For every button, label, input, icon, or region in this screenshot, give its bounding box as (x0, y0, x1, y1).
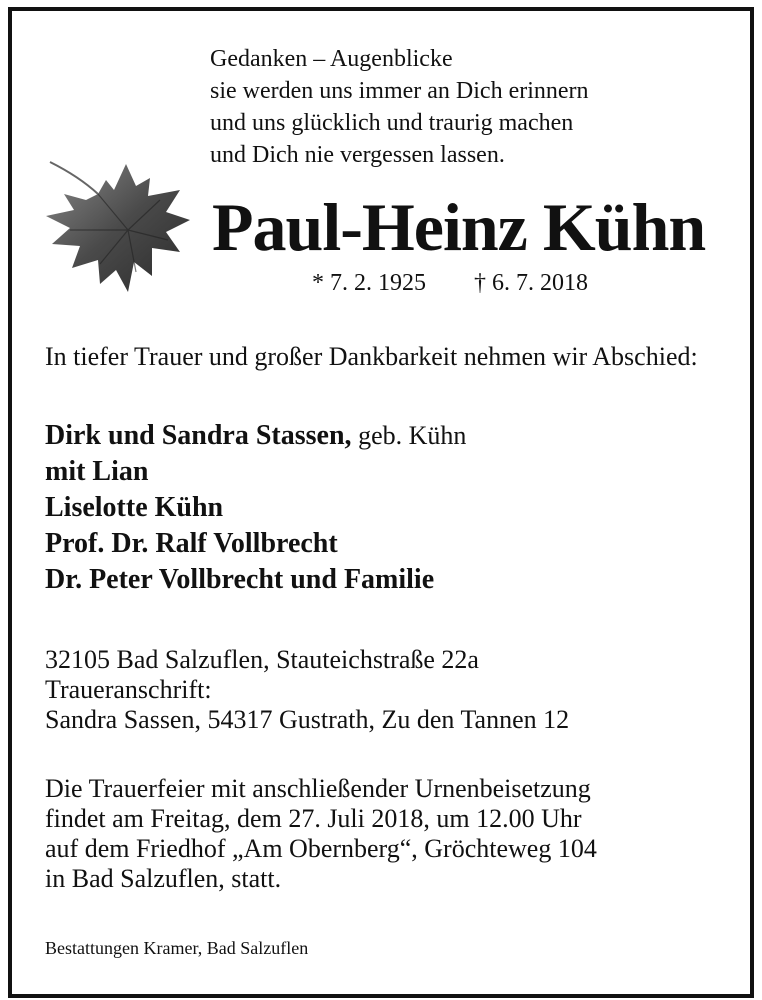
mourner-line: mit Lian (45, 456, 149, 487)
poem-line: und Dich nie vergessen lassen. (210, 142, 505, 168)
service-line: Die Trauerfeier mit anschließender Urnenbeisetzung (45, 774, 591, 803)
memorial-poem (210, 43, 589, 171)
deceased-name: Paul-Heinz Kühn (212, 189, 706, 265)
service-line: in Bad Salzuflen, statt. (45, 864, 282, 893)
mourner-line (45, 418, 466, 454)
service-line: findet am Freitag, dem 27. Juli 2018, um 12.00 Uhr (45, 804, 582, 833)
mourner-note: geb. Kühn (351, 421, 467, 450)
intro-text: In tiefer Trauer und großer Dankbarkeit nehmen wir Abschied: (45, 342, 698, 371)
address-line: Sandra Sassen, 54317 Gustrath, Zu den Tannen 12 (45, 705, 570, 734)
poem-line: Gedanken – Augenblicke (210, 46, 453, 72)
mourner-line: Prof. Dr. Ralf Vollbrecht (45, 528, 338, 559)
life-dates (312, 270, 588, 297)
mourner-line: Dr. Peter Vollbrecht und Familie (45, 564, 435, 595)
service-info (45, 774, 597, 894)
birth-date: * 7. 2. 1925 (312, 270, 426, 296)
address-line: Traueranschrift: (45, 675, 212, 704)
mourner-name: Dirk und Sandra Stassen, (45, 420, 352, 451)
poem-line: und uns glücklich und traurig machen (210, 110, 574, 136)
poem-line: sie werden uns immer an Dich erinnern (210, 78, 589, 104)
maple-leaf-icon (40, 160, 200, 300)
address-line: 32105 Bad Salzuflen, Stauteichstraße 22a (45, 645, 479, 674)
address-block (45, 645, 569, 735)
mourners-list (45, 418, 466, 598)
death-date: † 6. 7. 2018 (474, 270, 588, 296)
mourner-line: Liselotte Kühn (45, 492, 224, 523)
funeral-home: Bestattungen Kramer, Bad Salzuflen (45, 938, 309, 958)
service-line: auf dem Friedhof „Am Obernberg“, Gröchteweg 104 (45, 834, 597, 863)
